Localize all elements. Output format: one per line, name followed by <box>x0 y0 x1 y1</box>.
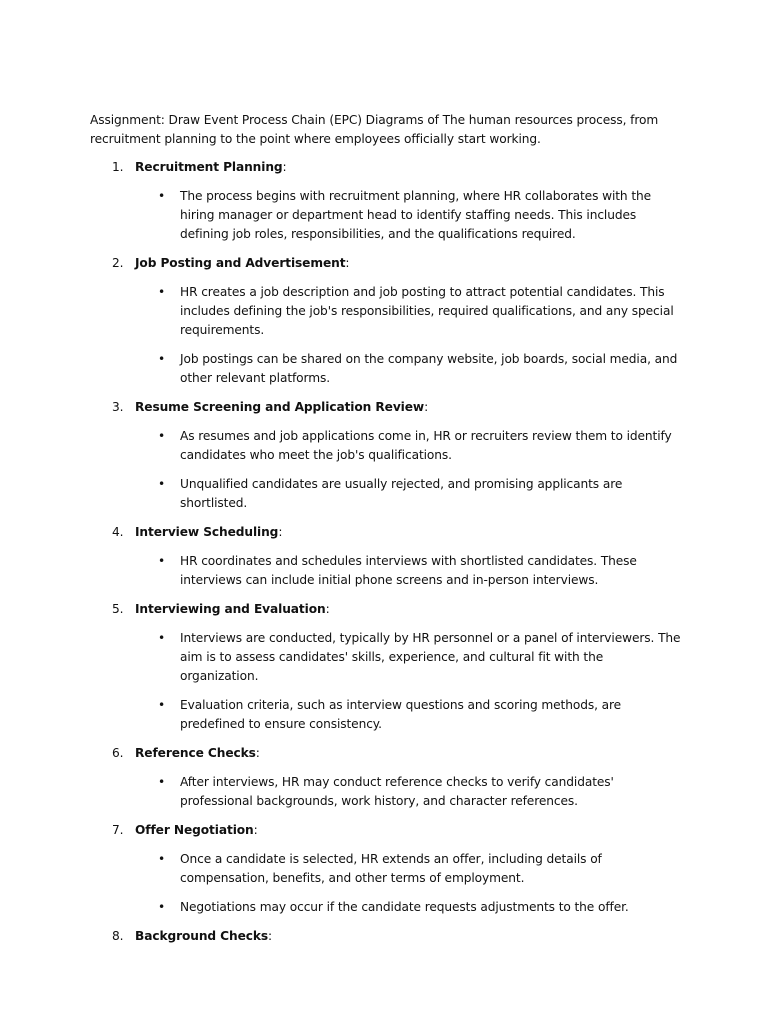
step-title: Recruitment Planning <box>135 160 283 174</box>
bullet-item <box>90 773 690 811</box>
step-heading <box>90 158 690 177</box>
step-title: Offer Negotiation <box>135 823 254 837</box>
bullet-dot-icon: • <box>158 429 166 443</box>
bullet-item <box>90 629 690 686</box>
step-number: 7. <box>112 823 124 837</box>
step-title-colon: : <box>255 746 260 760</box>
step-bullet-list <box>90 283 690 388</box>
step-title-colon: : <box>282 160 287 174</box>
bullet-text: Once a candidate is selected, HR extends an offer, including details of compensation, benefits, and other terms of employment. <box>180 852 602 885</box>
step-title-colon: : <box>268 929 273 943</box>
step-heading <box>90 523 690 542</box>
step-heading <box>90 254 690 273</box>
bullet-text: As resumes and job applications come in, HR or recruiters review them to identify candidates who meet the job's qualifications. <box>180 429 672 462</box>
bullet-dot-icon: • <box>158 775 166 789</box>
step-bullet-list <box>90 427 690 513</box>
step-title-colon: : <box>424 400 429 414</box>
process-step <box>90 821 690 917</box>
process-step <box>90 600 690 734</box>
step-title-colon: : <box>325 602 330 616</box>
bullet-item <box>90 552 690 590</box>
step-heading <box>90 398 690 417</box>
bullet-text: Negotiations may occur if the candidate requests adjustments to the offer. <box>180 900 629 914</box>
step-heading <box>90 600 690 619</box>
step-title: Background Checks <box>135 929 269 943</box>
step-bullet-list <box>90 850 690 917</box>
bullet-dot-icon: • <box>158 900 166 914</box>
step-title-colon: : <box>345 256 350 270</box>
step-bullet-list <box>90 629 690 734</box>
process-step-list <box>90 158 690 946</box>
step-number: 2. <box>112 256 124 270</box>
step-title: Interview Scheduling <box>135 525 279 539</box>
process-step <box>90 254 690 388</box>
bullet-dot-icon: • <box>158 189 166 203</box>
step-bullet-list <box>90 552 690 590</box>
bullet-text: Unqualified candidates are usually rejected, and promising applicants are shortlisted. <box>180 477 623 510</box>
step-bullet-list <box>90 187 690 244</box>
step-title: Interviewing and Evaluation <box>135 602 326 616</box>
process-step <box>90 398 690 513</box>
step-title: Reference Checks <box>135 746 256 760</box>
step-heading <box>90 927 690 946</box>
bullet-item <box>90 696 690 734</box>
step-number: 1. <box>112 160 124 174</box>
process-step <box>90 927 690 946</box>
bullet-text: Interviews are conducted, typically by HR personnel or a panel of interviewers. The aim is to assess candidates' skills, experience, and cultural fit with the organization. <box>180 631 681 683</box>
bullet-item <box>90 283 690 340</box>
bullet-text: Evaluation criteria, such as interview questions and scoring methods, are predefined to ensure consistency. <box>180 698 622 731</box>
step-heading <box>90 821 690 840</box>
step-number: 5. <box>112 602 124 616</box>
process-step <box>90 523 690 590</box>
step-number: 3. <box>112 400 124 414</box>
step-title-colon: : <box>253 823 258 837</box>
bullet-text: The process begins with recruitment planning, where HR collaborates with the hiring manager or department head to identify staffing needs. This includes defining job roles, responsibilities, and the qualifications required. <box>180 189 652 241</box>
bullet-dot-icon: • <box>158 631 166 645</box>
process-step <box>90 744 690 811</box>
bullet-text: HR coordinates and schedules interviews with shortlisted candidates. These interviews can include initial phone screens and in-person interviews. <box>180 554 637 587</box>
process-step <box>90 158 690 244</box>
bullet-dot-icon: • <box>158 477 166 491</box>
bullet-text: Job postings can be shared on the company website, job boards, social media, and other relevant platforms. <box>180 352 678 385</box>
bullet-item <box>90 427 690 465</box>
step-title: Resume Screening and Application Review <box>135 400 425 414</box>
assignment-intro: Assignment: Draw Event Process Chain (EPC) Diagrams of The human resources process, from recruitment planning to the point where employees officially start working. <box>90 113 659 146</box>
bullet-dot-icon: • <box>158 285 166 299</box>
step-bullet-list <box>90 773 690 811</box>
bullet-item <box>90 350 690 388</box>
step-title: Job Posting and Advertisement <box>135 256 346 270</box>
bullet-item <box>90 187 690 244</box>
bullet-dot-icon: • <box>158 698 166 712</box>
bullet-item <box>90 850 690 888</box>
step-heading <box>90 744 690 763</box>
bullet-dot-icon: • <box>158 554 166 568</box>
step-title-colon: : <box>278 525 283 539</box>
bullet-text: HR creates a job description and job posting to attract potential candidates. This includes defining the job's responsibilities, required qualifications, and any special requirements. <box>180 285 674 337</box>
step-number: 6. <box>112 746 124 760</box>
document-body <box>90 111 690 956</box>
bullet-text: After interviews, HR may conduct reference checks to verify candidates' professional backgrounds, work history, and character references. <box>180 775 614 808</box>
bullet-item <box>90 475 690 513</box>
bullet-dot-icon: • <box>158 852 166 866</box>
bullet-item <box>90 898 690 917</box>
step-number: 4. <box>112 525 124 539</box>
bullet-dot-icon: • <box>158 352 166 366</box>
step-number: 8. <box>112 929 124 943</box>
